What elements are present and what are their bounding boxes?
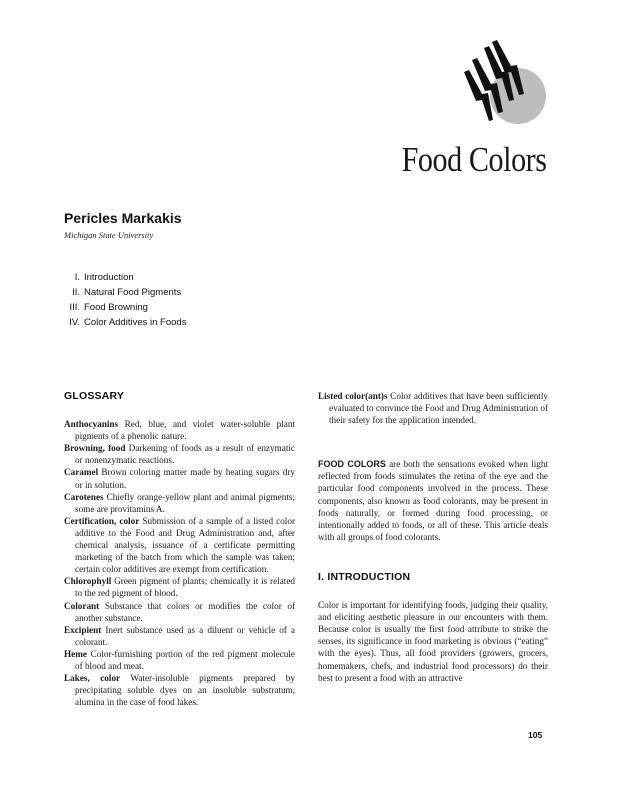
- glossary-entry: [64, 672, 295, 708]
- page-title: Food Colors: [402, 140, 547, 179]
- toc-number: I.: [74, 272, 80, 283]
- toc-number: III.: [69, 302, 80, 313]
- glossary-term: Certification, color: [64, 515, 140, 526]
- author-name: Pericles Markakis: [64, 210, 182, 226]
- toc-label: Food Browning: [84, 302, 148, 313]
- left-column: [64, 390, 295, 708]
- glossary-entry: [64, 442, 295, 466]
- section-heading: I. INTRODUCTION: [318, 570, 411, 583]
- glossary-entry: [64, 600, 295, 624]
- toc-label: Natural Food Pigments: [84, 287, 182, 298]
- glossary-definition: Red, blue, and violet water-soluble plant pigments of a phenolic nature.: [75, 419, 295, 442]
- toc-item: [64, 270, 186, 285]
- glossary-entry: [64, 515, 295, 575]
- glossary-entry: [64, 575, 295, 599]
- glossary-entry: [318, 390, 548, 426]
- glossary-term: Colorant: [64, 600, 100, 611]
- glossary-term: Browning, food: [64, 443, 126, 454]
- toc-item: [64, 315, 186, 330]
- glossary-entry: [64, 466, 295, 490]
- slash-claw-marks-over-circle-icon: [462, 38, 554, 130]
- toc-item: [64, 285, 186, 300]
- glossary-term: Excipient: [64, 624, 102, 635]
- glossary-definition: Green pigment of plants; chemically it is related to the red pigment of blood.: [75, 576, 296, 599]
- page-number: 105: [528, 730, 543, 740]
- glossary-entry: [64, 418, 295, 442]
- intro-text: are both the sensations evoked when light reflected from foods stimulates the retina of the eye and the particular food components involved in the process. These components, also known as food colorants, may be present in foods naturally, or formed during food processing, or intentionally added to foods, or all of these. This article deals with all groups of food colorants.: [318, 459, 548, 542]
- right-column: [318, 390, 548, 684]
- glossary-definition: Submission of a sample of a listed color additive to the Food and Drug Administration and, after chemical analysis, issuance of a certificate permitting marketing of the batch from which the sample was taken; certain color additives are exempt from certification.: [75, 515, 296, 575]
- intro-paragraph: [318, 458, 548, 543]
- glossary-definition: Color additives that have been sufficiently evaluated to convince the Food and Drug Administration of their safety for the application intended.: [329, 391, 548, 426]
- author-affiliation: Michigan State University: [64, 230, 154, 240]
- table-of-contents: [64, 270, 186, 330]
- glossary-definition: Inert substance used as a diluent or vehicle of a colorant.: [75, 624, 296, 647]
- glossary-term: Anthocyanins: [64, 419, 119, 430]
- glossary-term: Lakes, color: [64, 673, 121, 684]
- glossary-entry: [64, 491, 295, 515]
- glossary-definition: Water-insoluble pigments prepared by precipitating soluble dyes on an insoluble substratum, alumina in the case of food lakes.: [75, 673, 295, 708]
- section-paragraph: Color is important for identifying foods, judging their quality, and eliciting aesthetic pleasure in our encounters with them. Because color is usually the first food attribute to strike the senses, its significance in food marketing is obvious (“eating” with the eyes). Thus, all food providers (growers, grocers, homemakers, chefs, and industrial food processors) do their best to present a food with an attractive: [318, 600, 548, 683]
- toc-item: [64, 300, 186, 315]
- glossary-definition: Color-furnishing portion of the red pigment molecule of blood and meat.: [75, 648, 295, 671]
- glossary-definition: Brown coloring matter made by heating sugars dry or in solution.: [75, 467, 295, 490]
- intro-lead: FOOD COLORS: [318, 459, 386, 470]
- toc-label: Introduction: [84, 272, 134, 283]
- toc-number: IV.: [69, 317, 80, 328]
- glossary-term: Caramel: [64, 467, 99, 478]
- glossary-definition: Substance that colors or modifies the color of another substance.: [75, 600, 295, 623]
- glossary-entry: [64, 648, 295, 672]
- toc-number: II.: [72, 287, 80, 298]
- glossary-term: Chlorophyll: [64, 576, 112, 587]
- glossary-definition: Chiefly orange-yellow plant and animal pigments; some are provitamins A.: [75, 491, 296, 514]
- glossary-heading: GLOSSARY: [64, 390, 125, 402]
- glossary-term: Listed color(ant)s: [318, 391, 388, 401]
- glossary-definition: Darkening of foods as a result of enzymatic or nonenzymatic reactions.: [75, 443, 295, 466]
- glossary-term: Carotenes: [64, 491, 104, 502]
- toc-label: Color Additives in Foods: [84, 317, 187, 328]
- glossary-entry: [64, 624, 295, 648]
- glossary-term: Heme: [64, 648, 87, 659]
